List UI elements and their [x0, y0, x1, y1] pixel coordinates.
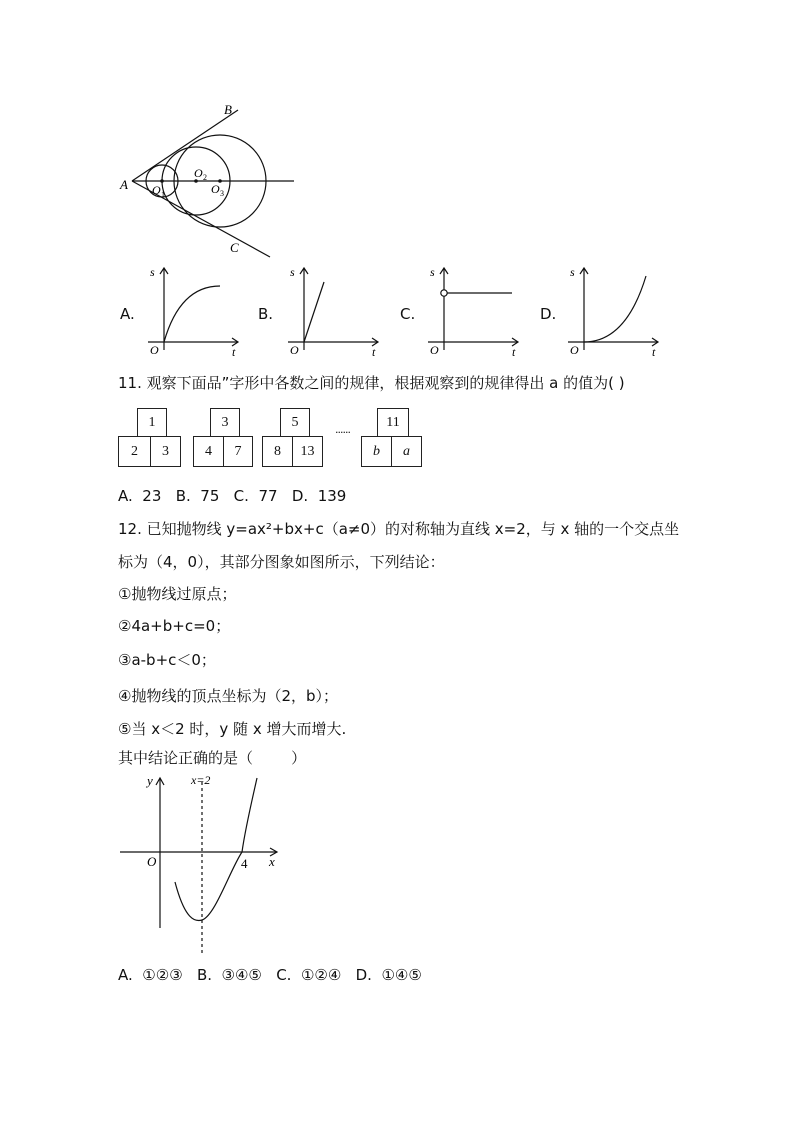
parabola-curve: [175, 778, 257, 921]
q12-statement-4: ④抛物线的顶点坐标为（2，b）；: [118, 687, 339, 705]
curve-concave-down: [164, 286, 220, 342]
pin-right: 13: [292, 436, 323, 467]
label-b: B: [224, 102, 232, 117]
pin-left: 4: [193, 436, 224, 467]
graph-option-a-label: A.: [120, 305, 135, 323]
ray-ab: [132, 110, 238, 181]
axis-t-label: t: [512, 345, 516, 358]
axis-s-label: s: [290, 265, 295, 279]
tangent-circles-figure: [110, 96, 310, 261]
axis-t-label: t: [652, 345, 656, 358]
label-c: C: [230, 240, 239, 255]
root-label: 4: [241, 856, 248, 871]
pin-top: 5: [280, 408, 310, 437]
graph-option-b: [280, 262, 390, 358]
axis-s-label: s: [570, 265, 575, 279]
origin-label: O: [290, 343, 299, 357]
q12-statement-2: ②4a+b+c=0；: [118, 617, 231, 635]
pin-left: b: [361, 436, 392, 467]
axis-t-label: t: [372, 345, 376, 358]
parabola-graph: [115, 770, 285, 960]
axis-s-label: s: [150, 265, 155, 279]
origin-label: O: [150, 343, 159, 357]
pin-right: a: [391, 436, 422, 467]
origin-label: O: [570, 343, 579, 357]
axis-s-label: s: [430, 265, 435, 279]
pin-left: 2: [118, 436, 151, 467]
pin-right: 3: [150, 436, 181, 467]
pin-top: 1: [137, 408, 167, 437]
q12-options: A. ①②③ B. ③④⑤ C. ①②④ D. ①④⑤: [118, 966, 422, 984]
q11-text: 11. 观察下面品”字形中各数之间的规律，根据观察到的规律得出 a 的值为( ): [118, 374, 625, 392]
open-circle: [441, 290, 447, 296]
y-axis-label: y: [147, 773, 153, 788]
label-o2-sub: 2: [203, 173, 207, 182]
label-o3: O: [211, 182, 220, 196]
label-o1-sub: 1: [161, 190, 165, 199]
pin-left: 8: [262, 436, 293, 467]
line-steep: [304, 282, 324, 342]
pin-top: 3: [210, 408, 240, 437]
graph-option-d-label: D.: [540, 305, 557, 323]
label-o1: O: [152, 183, 161, 197]
q12-line1: 12. 已知抛物线 y=ax²+bx+c（a≠0）的对称轴为直线 x=2，与 x 轴的一个交点坐: [118, 520, 680, 538]
curve-concave-up: [584, 276, 646, 342]
q12-statement-5: ⑤当 x＜2 时，y 随 x 增大而增大.: [118, 720, 347, 738]
graph-option-b-label: B.: [258, 305, 274, 323]
pin-top: 11: [377, 408, 409, 437]
q11-options: A. 23 B. 75 C. 77 D. 139: [118, 487, 347, 505]
origin-label: O: [430, 343, 439, 357]
q12-statement-1: ①抛物线过原点；: [118, 585, 237, 603]
label-a: A: [120, 177, 128, 192]
x-axis-label: x: [269, 854, 275, 869]
graph-option-c: [420, 262, 530, 358]
graph-option-a: [140, 262, 250, 358]
pin-right: 7: [223, 436, 253, 467]
graph-option-c-label: C.: [400, 305, 416, 323]
label-o2: O: [194, 166, 203, 180]
graph-option-d: [560, 262, 670, 358]
q12-statement-3: ③a-b+c＜0；: [118, 651, 216, 669]
pin-ellipsis: ······: [335, 426, 350, 439]
q12-line2: 标为（4，0），其部分图象如图所示，下列结论：: [118, 553, 445, 571]
q12-ask: 其中结论正确的是（ ）: [118, 749, 307, 767]
origin-label: O: [147, 854, 157, 869]
axis-t-label: t: [232, 345, 236, 358]
label-o3-sub: 3: [220, 189, 224, 198]
symmetry-axis-label: x=2: [191, 773, 211, 787]
center-o1: [160, 179, 164, 183]
